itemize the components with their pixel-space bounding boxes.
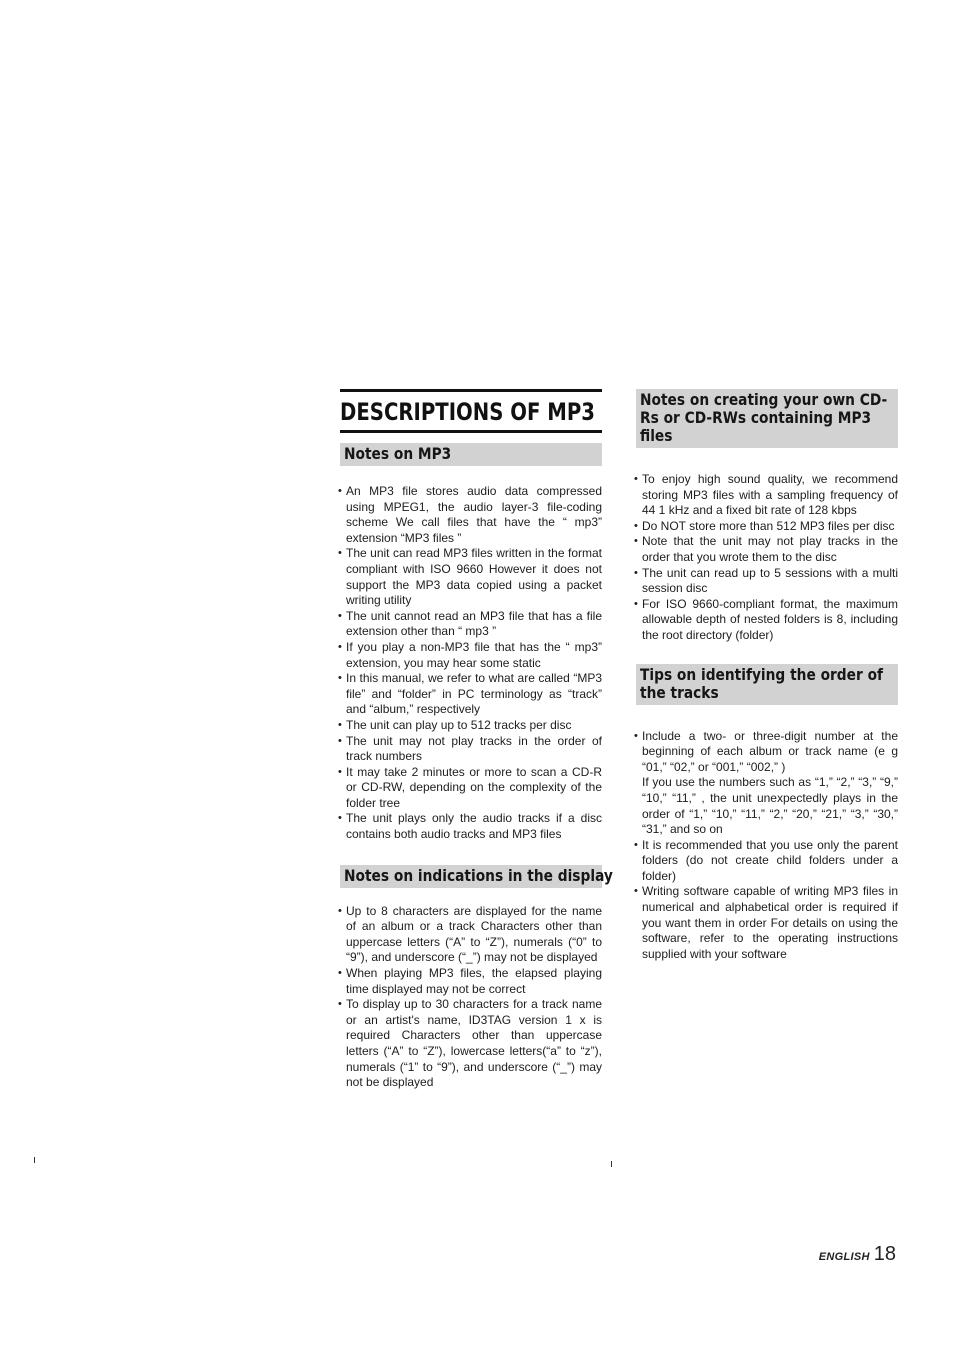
list-item: • It may take 2 minutes or more to scan a CD-R or CD-RW, depending on the complexity of the folder tree [340, 765, 602, 812]
section-heading-display [340, 865, 613, 888]
list-item: • Up to 8 characters are displayed for the name of an album or a track Characters other than uppercase letters (“A” to “Z”), numerals (“0” to “9”), and underscore (“_”) may not be displayed [340, 904, 602, 966]
tips-list [636, 729, 898, 963]
list-item: • In this manual, we refer to what are called “MP3 file” and “folder” in PC terminology as “track” and “album,” respectively [340, 671, 602, 718]
section-heading-text: Notes on indications in the display [344, 865, 613, 885]
list-item [636, 729, 898, 838]
list-item: • The unit cannot read an MP3 file that has a file extension other than “ mp3 ” [340, 609, 602, 640]
list-item-continuation: If you use the numbers such as “1,” “2,” “3,” “9,” “10,” “11,” , the unit unexpectedly plays in the order of “1,” “10,” “11,” “2,” “20,” “21,” “3,” “30,” “31,” and so on [642, 775, 898, 837]
section-heading-text: Notes on MP3 [344, 444, 452, 463]
list-item: • If you play a non-MP3 file that has the “ mp3” extension, you may hear some static [340, 640, 602, 671]
list-item: • The unit may not play tracks in the order of track numbers [340, 734, 602, 765]
page-footer [819, 1243, 896, 1266]
scan-mark [611, 1161, 612, 1167]
section-heading-notes-mp3 [340, 443, 602, 466]
left-column [340, 389, 613, 1091]
section-heading-creating [636, 389, 898, 448]
section-heading-text: Tips on identifying the order of the tracks [640, 664, 884, 702]
scan-mark [34, 1157, 35, 1163]
section-heading-tips [636, 664, 898, 705]
list-item: • An MP3 file stores audio data compressed using MPEG1, the audio layer-3 file-coding scheme We call files that have the “ mp3” extension “MP3 files ” [340, 484, 602, 546]
list-item: • It is recommended that you use only the parent folders (do not create child folders under a folder) [636, 838, 898, 885]
list-item-text: Include a two- or three-digit number at the beginning of each album or track name (e g “01,” “02,” or “001,” “002,” ) [642, 728, 898, 774]
title-rule [340, 389, 602, 433]
list-item: • Do NOT store more than 512 MP3 files per disc [636, 519, 898, 535]
list-item: • The unit can read up to 5 sessions with a multi session disc [636, 566, 898, 597]
notes-display-list [340, 904, 602, 1091]
list-item: • The unit can play up to 512 tracks per disc [340, 718, 602, 734]
page-title: DESCRIPTIONS OF MP3 [340, 398, 595, 426]
right-column [636, 389, 898, 962]
list-item: • To enjoy high sound quality, we recommend storing MP3 files with a sampling frequency of 44 1 kHz and a fixed bit rate of 128 kbps [636, 472, 898, 519]
footer-language: ENGLISH [818, 1251, 870, 1263]
notes-mp3-list [340, 484, 602, 843]
creating-list [636, 472, 898, 644]
list-item: • The unit plays only the audio tracks if a disc contains both audio tracks and MP3 files [340, 811, 602, 842]
list-item: • When playing MP3 files, the elapsed playing time displayed may not be correct [340, 966, 602, 997]
list-item: • To display up to 30 characters for a track name or an artist's name, ID3TAG version 1 x is required Characters other than uppercase letters (“A” to “Z”), lowercase letters(“a” to “z”), numerals (“1” to “9”), and underscore (“_”) may not be displayed [340, 997, 602, 1091]
list-item: • The unit can read MP3 files written in the format compliant with ISO 9660 However it does not support the MP3 data copied using a packet writing utility [340, 546, 602, 608]
page-number: 18 [873, 1243, 896, 1265]
list-item: • Note that the unit may not play tracks in the order that you wrote them to the disc [636, 534, 898, 565]
list-item: • Writing software capable of writing MP3 files in numerical and alphabetical order is required if you want them in order For details on using the software, refer to the operating instructions supplied with your software [636, 884, 898, 962]
list-item: • For ISO 9660-compliant format, the maximum allowable depth of nested folders is 8, including the root directory (folder) [636, 597, 898, 644]
section-heading-text: Notes on creating your own CD-Rs or CD-RWs containing MP3 files [640, 390, 888, 445]
